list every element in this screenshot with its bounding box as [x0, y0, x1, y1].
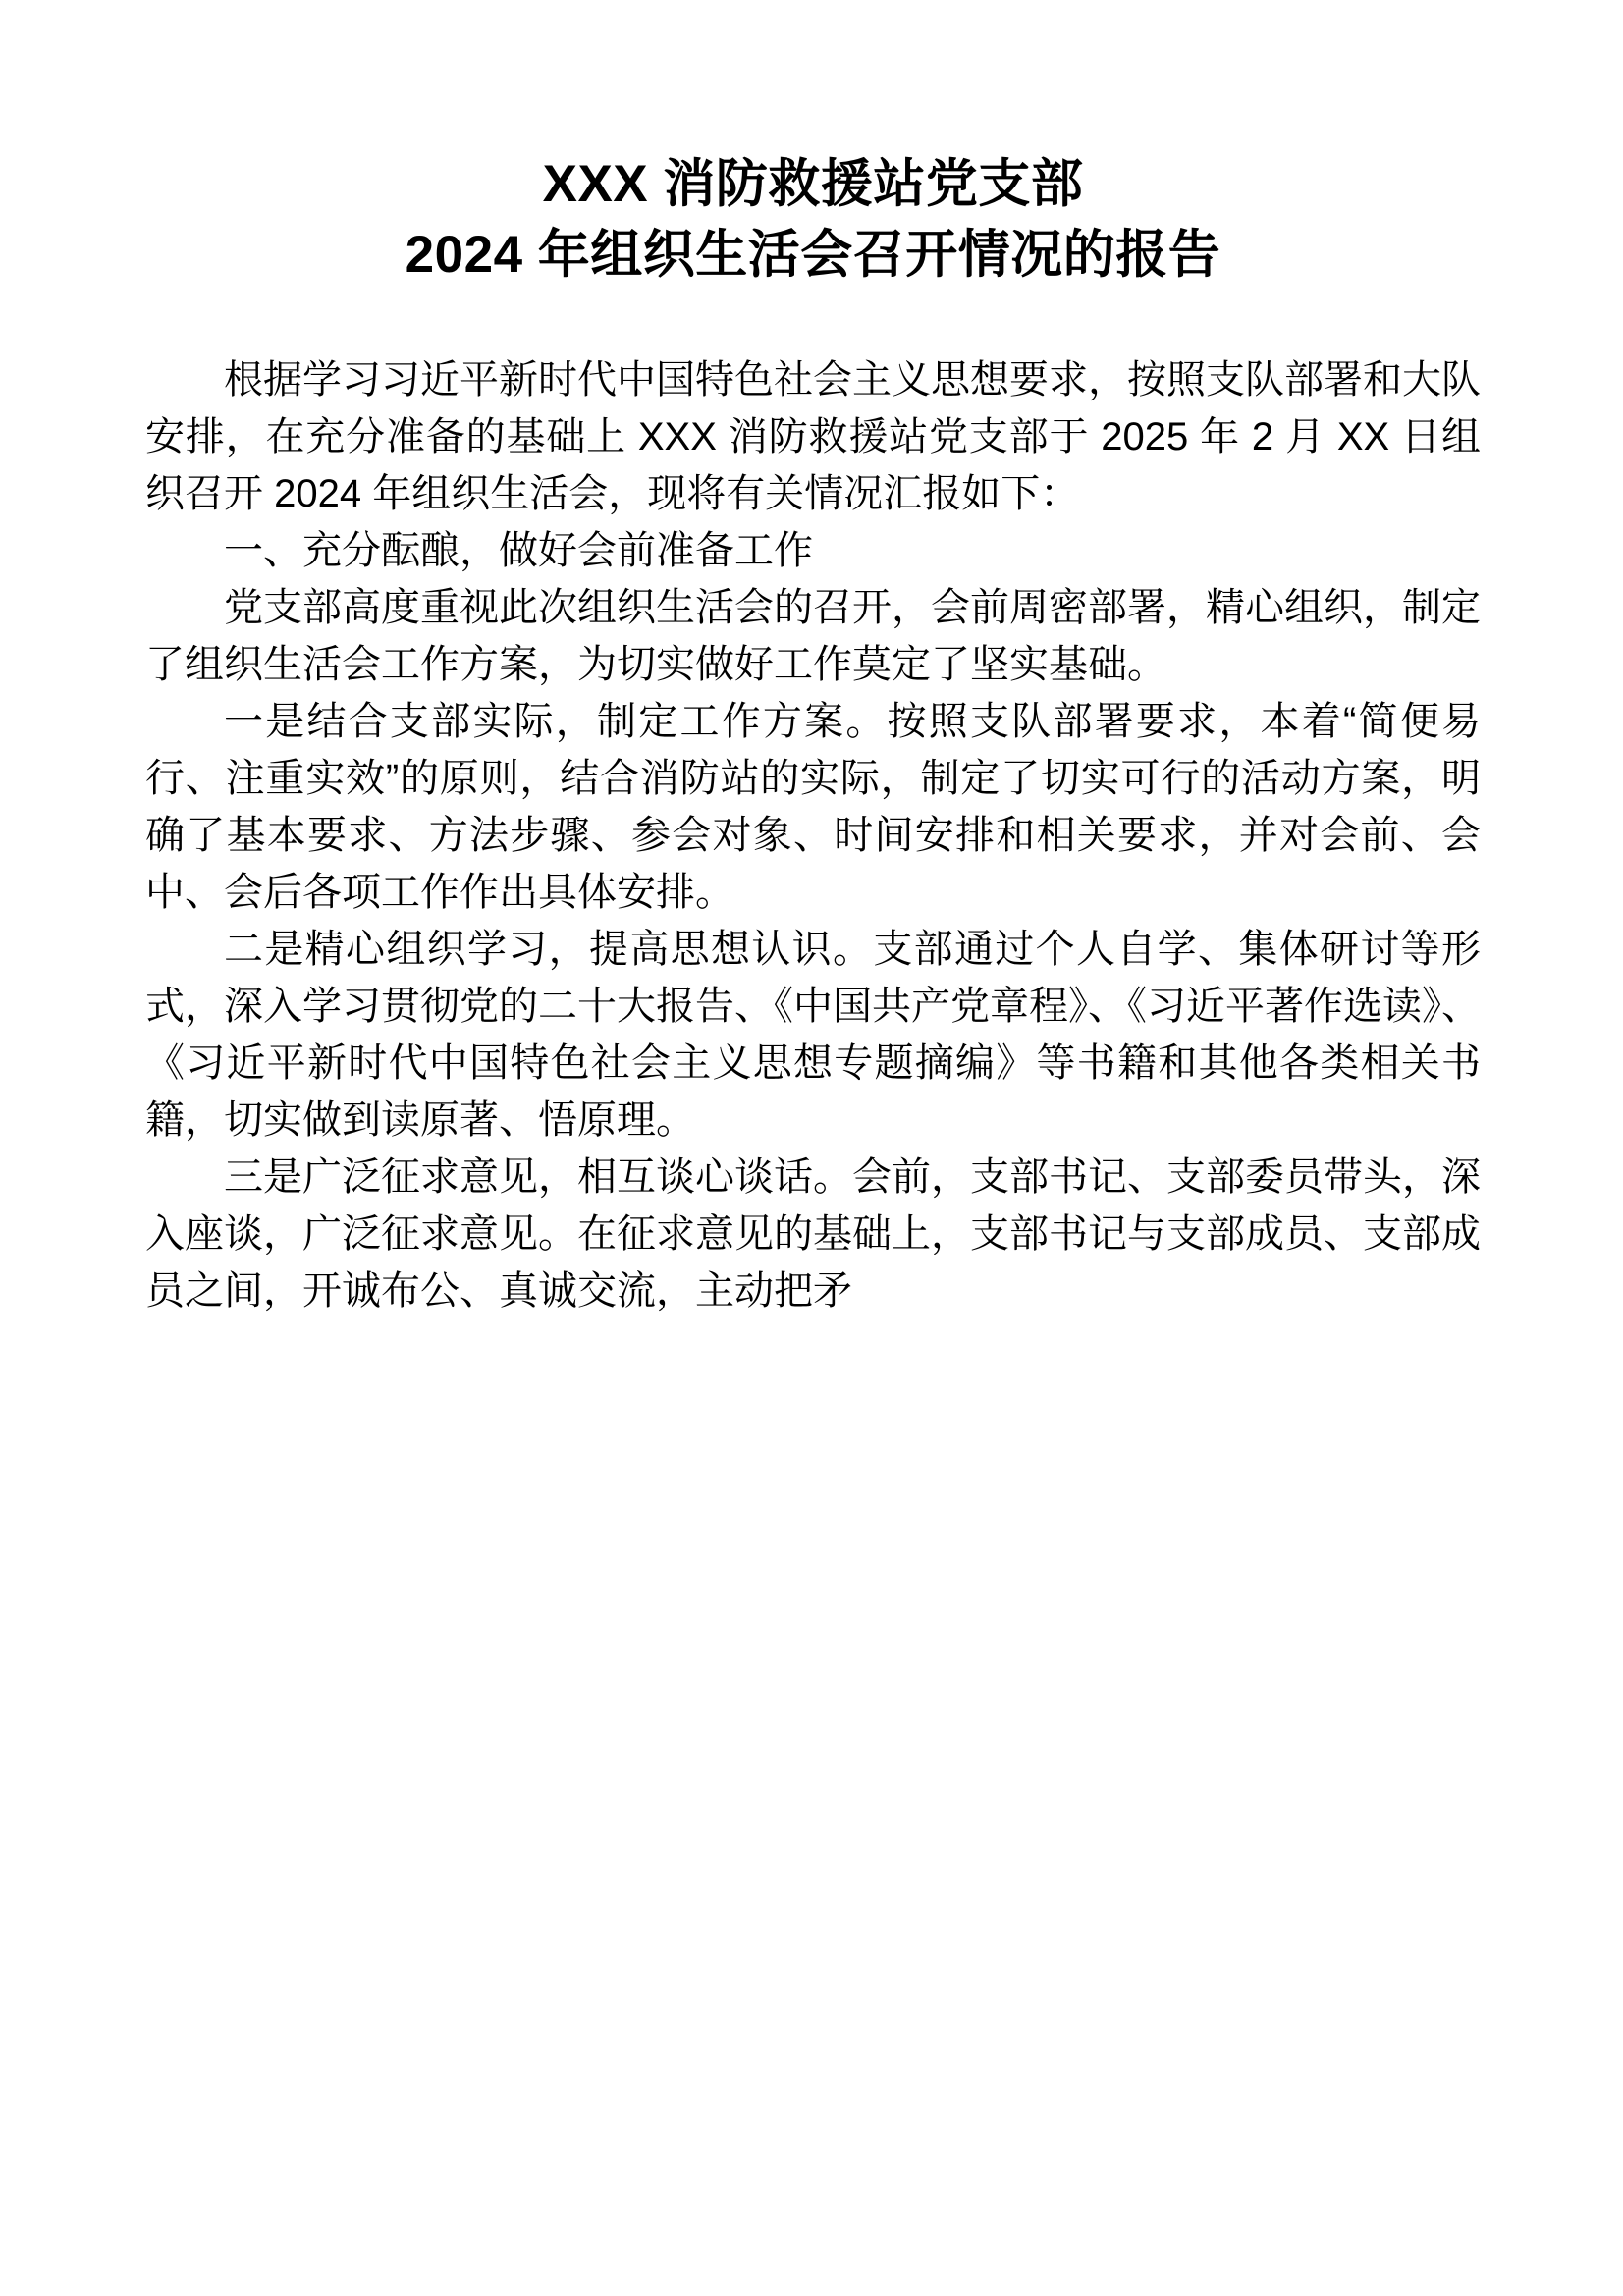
document-content: [145, 0, 1481, 1319]
point-two: 二是精心组织学习，提高思想认识。支部通过个人自学、集体研讨等形式，深入学习贯彻党的二十大报告、《中国共产党章程》、《习近平著作选读》、《习近平新时代中国特色社会主义思想专题摘编》等书籍和其他各类相关书籍，切实做到读原著、悟原理。: [145, 928, 1481, 1142]
section-heading-one: 一、充分酝酿，做好会前准备工作: [224, 529, 813, 572]
point-one: 一是结合支部实际，制定工作方案。按照支队部署要求，本着“简便易行、注重实效”的原则，结合消防站的实际，制定了切实可行的活动方案，明确了基本要求、方法步骤、参会对象、时间安排和相关要求，并对会前、会中、会后各项工作作出具体安排。: [145, 700, 1481, 914]
document-title-line-2: 2024 年组织生活会召开情况的报告: [405, 226, 1221, 284]
document-title: [145, 0, 1481, 291]
document-body: [145, 351, 1481, 1319]
intro-paragraph: 根据学习习近平新时代中国特色社会主义思想要求，按照支队部署和大队安排，在充分准备的基础上 XXX 消防救援站党支部于 2025 年 2 月 XX 日组织召开 2024 年组织生活会，现将有关情况汇报如下：: [145, 358, 1481, 515]
document-title-line-1: XXX 消防救援站党支部: [542, 155, 1084, 213]
section-one-intro: 党支部高度重视此次组织生活会的召开，会前周密部署，精心组织，制定了组织生活会工作方案，为切实做好工作莫定了坚实基础。: [145, 586, 1481, 686]
point-three: 三是广泛征求意见，相互谈心谈话。会前，支部书记、支部委员带头，深入座谈，广泛征求意见。在征求意见的基础上，支部书记与支部成员、支部成员之间，开诚布公、真诚交流，主动把矛: [145, 1155, 1481, 1312]
